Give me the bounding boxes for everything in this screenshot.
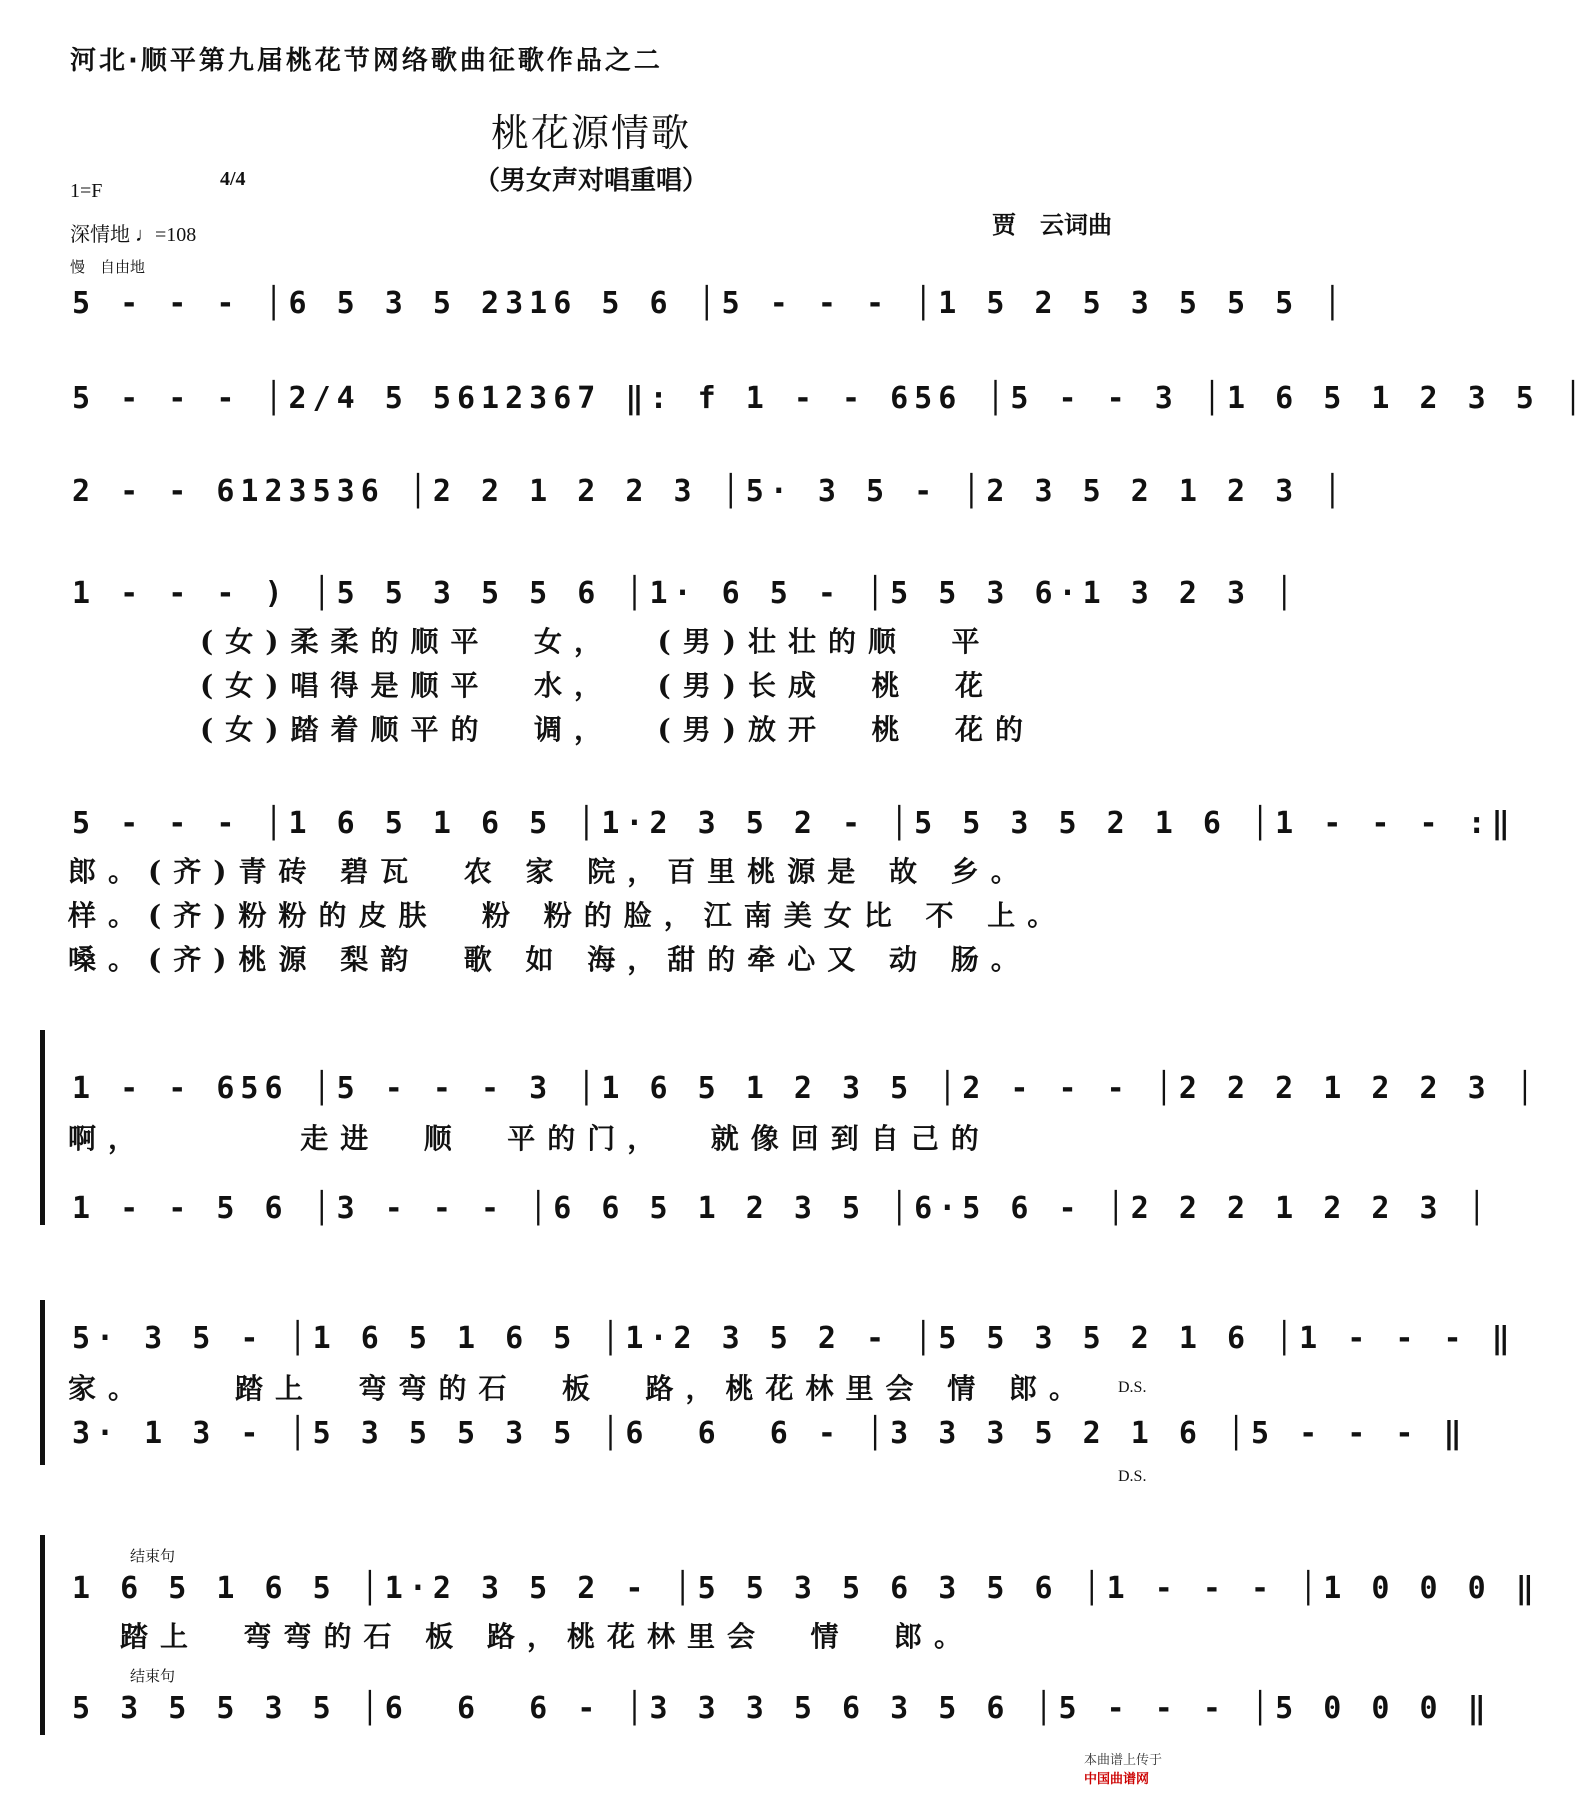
tempo-label: 慢 自由地 bbox=[70, 260, 146, 276]
lyric-verse-1: (女)柔柔的顺平 女， (男)壮壮的顺 平 bbox=[200, 625, 992, 658]
page-top-title: 河北·顺平第九届桃花节网络歌曲征歌作品之二 bbox=[70, 46, 663, 76]
lyric-verse-2: (女)唱得是顺平 水， (男)长成 桃 花 bbox=[200, 669, 995, 702]
key-signature: 1=F bbox=[70, 180, 103, 202]
ending-label: 结束句 bbox=[130, 1549, 176, 1565]
lyric-verse-2: 样。(齐)粉粉的皮肤 粉 粉的脸，江南美女比 不 上。 bbox=[68, 899, 1068, 932]
notes-line: 1 - - 5 6 │3 - - - │6 6 5 1 2 3 5 │6·5 6 - │2 2 2 1 2 2 3 │ bbox=[72, 1191, 1492, 1226]
notes-line: 1 6 5 1 6 5 │1·2 3 5 2 - │5 5 3 5 6 3 5 6 │1 - - - │1 0 0 0 ‖ bbox=[72, 1571, 1540, 1606]
ds-marking: D.S. bbox=[1118, 1468, 1147, 1485]
song-subtitle: （男女声对唱重唱） bbox=[473, 166, 708, 196]
lyric-verse-3: (女)踏着顺平的 调， (男)放开 桃 花的 bbox=[200, 713, 1035, 746]
system-5 bbox=[40, 800, 1516, 976]
notes-line: 3· 1 3 - │5 3 5 5 3 5 │6 6 6 - │3 3 3 5 2 1 6 │5 - - - ‖ bbox=[72, 1416, 1468, 1451]
system-4 bbox=[40, 570, 1300, 746]
lyric-line: 啊， 走进 顺 平的门， 就像回到自己的 bbox=[68, 1122, 991, 1155]
ending-label: 结束句 bbox=[130, 1669, 176, 1685]
system-6 bbox=[40, 1065, 1540, 1155]
notes-line: 1 - - - ) │5 5 3 5 5 6 │1· 6 5 - │5 5 3 6·1 3 2 3 │ bbox=[72, 576, 1300, 611]
time-signature: 4/4 bbox=[220, 168, 246, 190]
system-2 bbox=[40, 375, 1588, 435]
system-8 bbox=[40, 1315, 1516, 1405]
footer-prefix: 本曲谱上传于 bbox=[1083, 1753, 1162, 1768]
notes-line: 1 - - 656 │5 - - - 3 │1 6 5 1 2 3 5 │2 - - - │2 2 2 1 2 2 3 │ bbox=[72, 1071, 1540, 1106]
system-11 bbox=[40, 1669, 1492, 1745]
lyric-line: 踏上 弯弯的石 板 路，桃花林里会 情 郎。 bbox=[120, 1620, 974, 1653]
system-7 bbox=[40, 1185, 1492, 1245]
lyric-verse-3: 嗓。(齐)桃源 梨韵 歌 如 海，甜的牵心又 动 肠。 bbox=[68, 943, 1031, 976]
system-3 bbox=[40, 468, 1348, 528]
tempo-marking: 深情地 ♩=108 bbox=[70, 224, 197, 246]
notes-line: 5· 3 5 - │1 6 5 1 6 5 │1·2 3 5 2 - │5 5 3 5 2 1 6 │1 - - - ‖ bbox=[72, 1321, 1516, 1356]
system-9 bbox=[40, 1410, 1468, 1485]
song-title: 桃花源情歌 bbox=[490, 111, 691, 155]
author-credit: 贾 云词曲 bbox=[992, 211, 1112, 239]
lyric-verse-1: 郎。(齐)青砖 碧瓦 农 家 院，百里桃源是 故 乡。 bbox=[68, 855, 1031, 888]
footer-credit bbox=[1076, 1734, 1162, 1787]
system-1 bbox=[40, 260, 1348, 340]
notes-line: 2 - - 6123536 │2 2 1 2 2 3 │5· 3 5 - │2 3 5 2 1 2 3 │ bbox=[72, 474, 1348, 509]
system-10 bbox=[40, 1549, 1540, 1653]
notes-line: 5 - - - │1 6 5 1 6 5 │1·2 3 5 2 - │5 5 3 5 2 1 6 │1 - - - :‖ bbox=[72, 806, 1516, 841]
notes-line: 5 - - - │6 5 3 5 2316 5 6 │5 - - - │1 5 2 5 3 5 5 5 │ bbox=[72, 286, 1348, 321]
notes-line: 5 - - - │2/4 5 5612367 ‖: f 1 - - 656 │5 - - 3 │1 6 5 1 2 3 5 │ bbox=[72, 381, 1588, 416]
site-logo[interactable]: 中国曲谱网 bbox=[1083, 1772, 1149, 1787]
notes-line: 5 3 5 5 3 5 │6 6 6 - │3 3 3 5 6 3 5 6 │5 - - - │5 0 0 0 ‖ bbox=[72, 1691, 1492, 1726]
lyric-line: 家。 踏上 弯弯的石 板 路，桃花林里会 情 郎。 bbox=[68, 1372, 1089, 1405]
ds-marking: D.S. bbox=[1118, 1379, 1147, 1396]
